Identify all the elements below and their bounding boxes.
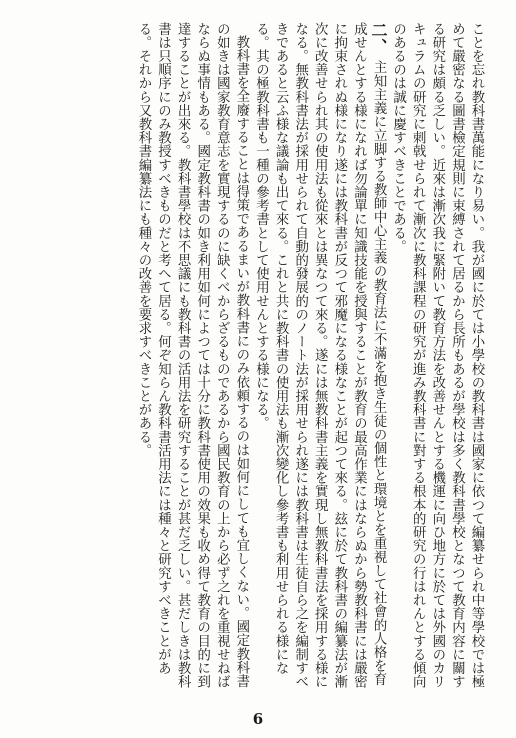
section-number: 二、 [369, 22, 389, 55]
paragraph-textbook-usage: 教科書を全廢することは得策であるまいが教科書にのみ依頼するのは如何にしても宜しくない。國定教科書の如きは國家教育意志を實現するのに缺くべからざるものであるから國民教育の上から必ず之れを重視せねばならぬ事情もある。國定教科書の如き利用如何によつては十分に教科書使用の效果も收め得て教育の目的に到達することが出來る。教科書學校は不思議にも教科書の活用法を研究することが甚だ乏しい。甚だしきは教科書は只順序にのみ教授すべきものだと考へて居る。何ぞ知らん教科書活用法には種々と研究すべきことがある。それから又教科書編纂法にも種々の改善を要求すべきことがある。 [135, 22, 249, 689]
paragraph-continuation: ことを忘れ教科書萬能になり易い。我が國に於ては小學校の教科書は國家に依つて編纂せられ中等學校では極めて嚴密なる圖書檢定規則に束縛されて居るから長所もあるが學校は多く教科書學校となつて教育内容に關する研究は頗る乏しい。近來は漸次我に緊附いて教育方法を改善せんとする機運に向ひ地方に於ては外國のカリキュラムの研究に刺戟せられて漸次に教科課程の研究が進み教科書に對する根本的研究の行はれんとする傾向のあるのは誠に慶すべきことである。 [390, 22, 484, 689]
page-number: 6 [252, 710, 264, 728]
paragraph-section-2 [251, 22, 388, 694]
body-text [26, 22, 486, 694]
section-2-text: 主知主義に立脚する教師中心主義の教育法に不滿を抱き生徒の個性と環境とを重視して社會的人格を育成せんとする様になれば勿論單に知識技能を授與することが教育の最高作業にはならぬから勢教科書には嚴密に拘束されぬ様になり遂には教科書が反つて邪魔になる様なことが起つて來る。玆に於て教科書の編纂法が漸次に改善せられ其の使用法も從來とは異なつて來る。遂には無教科書主義を實現し無教科書法を採用する様になる。無教科書法が採用せられて自動的發展的のノート法が採用せられ遂には教科書は生徒自ら之を編制すべきであると云ふ様な議論も出て來る。これと共に教科書の使用法も漸次變化し參考書も利用せられる様になる。其の極教科書も一種の參考書として使用せんとする様になる。 [253, 22, 387, 689]
